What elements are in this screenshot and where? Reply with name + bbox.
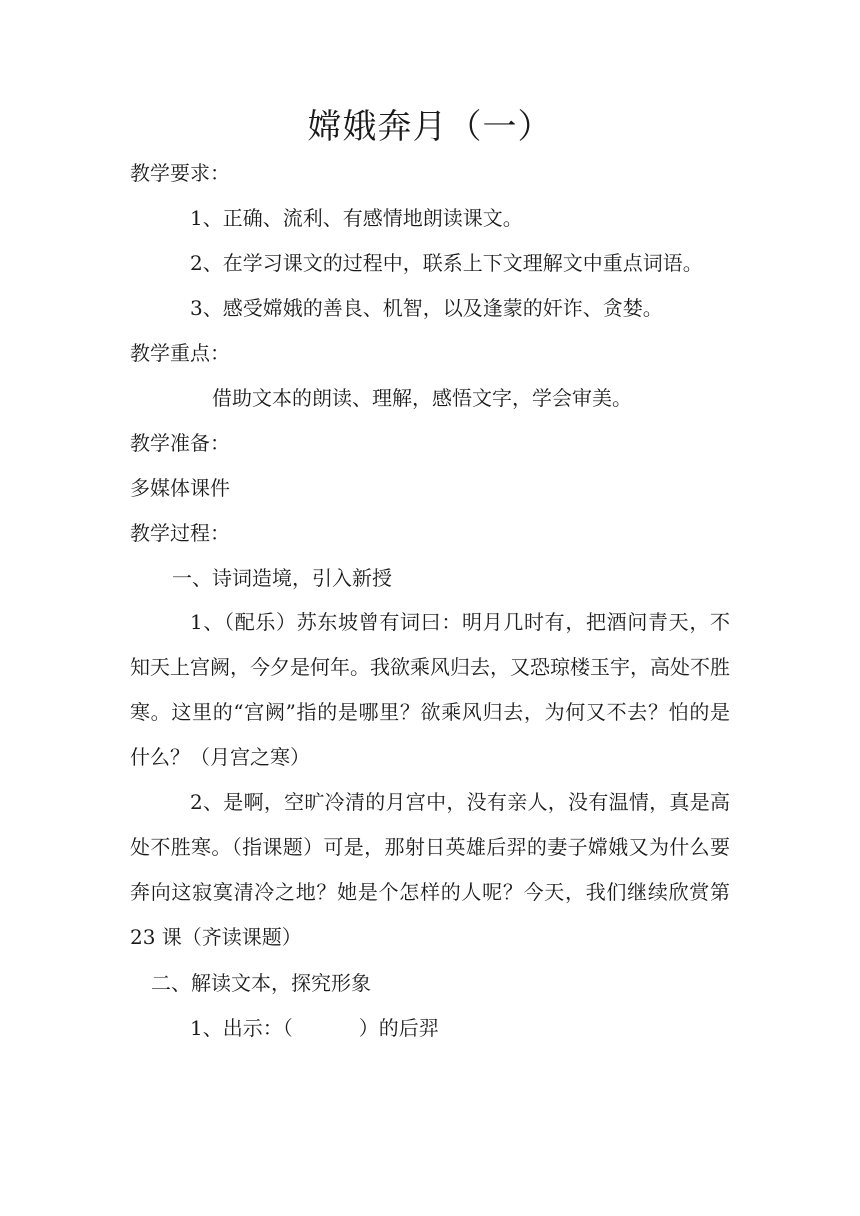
part1-paragraph-1: 1、（配乐）苏东坡曾有词曰：明月几时有，把酒问青天，不知天上宫阙，今夕是何年。我欲乘风归去，又恐琼楼玉宇，高处不胜寒。这里的“宫阙”指的是哪里？欲乘风归去，为何又不去？怕的是什么？（月宫之寒） (130, 610, 730, 769)
prep-text: 多媒体课件 (130, 476, 230, 500)
requirement-item: 3、感受嫦娥的善良、机智，以及逢蒙的奸诈、贪婪。 (190, 296, 663, 320)
process-heading: 教学过程： (130, 521, 230, 545)
requirement-item: 2、在学习课文的过程中，联系上下文理解文中重点词语。 (190, 251, 703, 275)
requirements-heading: 教学要求： (130, 161, 230, 185)
prep-heading: 教学准备： (130, 431, 230, 455)
part1-paragraph-2: 2、是啊，空旷冷清的月宫中，没有亲人，没有温情，真是高处不胜寒。（指课题）可是，那射日英雄后羿的妻子嫦娥又为什么要奔向这寂寞清冷之地？她是个怎样的人呢？今天，我们继续欣赏第 23 课（齐读课题） (130, 790, 730, 949)
part2-heading: 二、解读文本，探究形象 (151, 971, 371, 995)
document-title: 嫦娥奔月（一） (307, 107, 553, 147)
requirement-item: 1、正确、流利、有感情地朗读课文。 (190, 206, 523, 230)
part1-heading: 一、诗词造境，引入新授 (172, 566, 392, 590)
focus-heading: 教学重点： (130, 341, 230, 365)
part2-item-1: 1、出示：（ ）的后羿 (190, 1016, 439, 1040)
focus-text: 借助文本的朗读、理解，感悟文字，学会审美。 (212, 386, 632, 410)
